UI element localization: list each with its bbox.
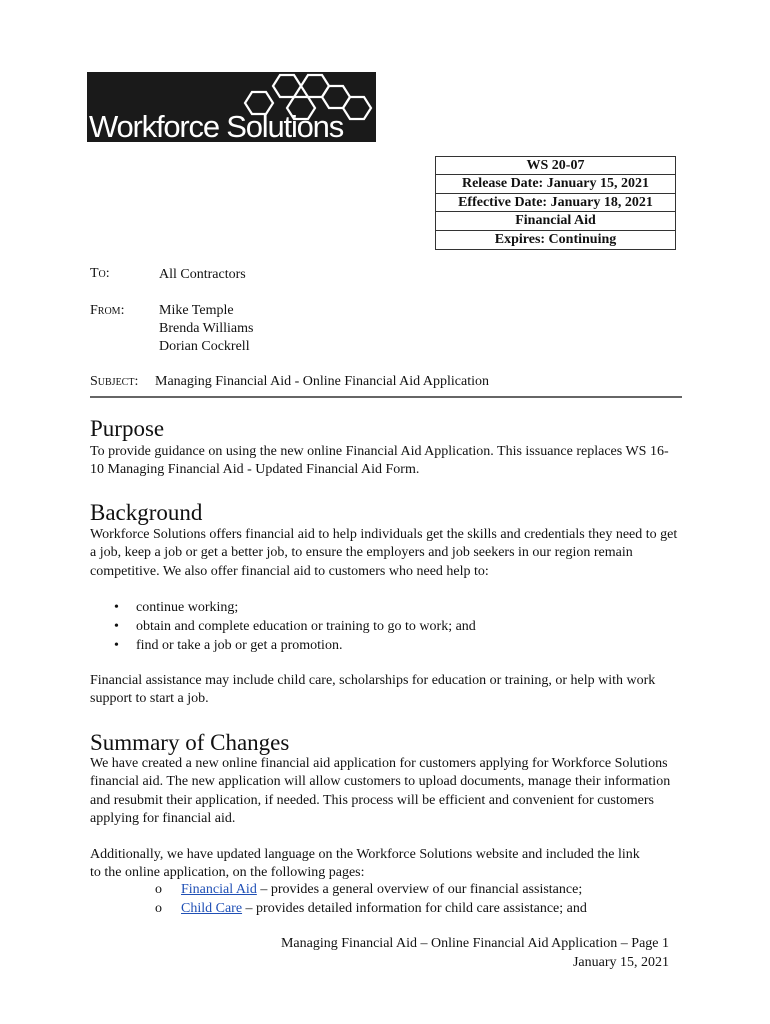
background-heading: Background (90, 500, 203, 525)
purpose-text: To provide guidance on using the new online Financial Aid Application. This issuance replaces WS 16-10 Managing Financial Aid - Updated Financial Aid Form. (90, 444, 669, 478)
category: Financial Aid (436, 212, 675, 230)
to-value: All Contractors (159, 267, 246, 282)
child-care-link[interactable]: Child Care (181, 901, 243, 916)
subject-value: Managing Financial Aid - Online Financial Aid Application (155, 374, 490, 389)
from-name: Mike Temple (159, 303, 234, 318)
bullet-marker: o (155, 882, 162, 897)
assistance-text: Financial assistance may include child care, scholarships for education or training, or help with work support to start a job. (90, 673, 656, 707)
from-name: Brenda Williams (159, 321, 254, 336)
purpose-heading: Purpose (90, 416, 165, 441)
effective-date: Effective Date: January 18, 2021 (436, 194, 675, 212)
subject-label: Subject: (90, 374, 139, 389)
changes-heading: Summary of Changes (90, 730, 290, 755)
list-item (155, 880, 587, 899)
to-label: To: (90, 266, 110, 281)
from-name: Dorian Cockrell (159, 339, 250, 354)
changes-text-2: Additionally, we have updated language on the Workforce Solutions website and included the link to the online application, on the following pages: (90, 847, 640, 881)
expires: Expires: Continuing (494, 231, 617, 247)
link-description: – provides detailed information for child care assistance; and (242, 901, 587, 916)
from-label: From: (90, 303, 125, 318)
needs-list (112, 598, 476, 655)
logo-text: Workforce Solutions (89, 109, 344, 144)
divider (90, 396, 682, 398)
issuance-info-box (435, 156, 676, 250)
list-item: • find or take a job or get a promotion. (112, 636, 476, 655)
release-date: Release Date: January 15, 2021 (436, 175, 675, 193)
background-text: Workforce Solutions offers financial aid to help individuals get the skills and credentials they need to get a job, keep a job or get a better job, to ensure the employers and job seekers in our region remain competitive. We also offer financial aid to customers who need help to: (90, 527, 678, 579)
issuance-number: WS 20-07 (436, 157, 675, 175)
changes-text: We have created a new online financial aid application for customers applying for Workforce Solutions financial aid. The new application will allow customers to upload documents, manage their information and resubmit their application, if needed. This process will be efficient and convenient for customers applying for financial aid. (90, 756, 671, 826)
footer-title: Managing Financial Aid – Online Financial Aid Application – Page 1 (280, 936, 669, 951)
page-footer (281, 934, 669, 972)
workforce-solutions-logo (87, 72, 376, 142)
page-links-list (155, 880, 587, 918)
link-description: – provides a general overview of our financial assistance; (256, 882, 583, 897)
list-item (155, 899, 587, 918)
bullet-marker: o (155, 901, 162, 916)
list-item: • continue working; (112, 598, 476, 617)
from-values (159, 302, 253, 356)
footer-date: January 15, 2021 (572, 955, 669, 970)
financial-aid-link[interactable]: Financial Aid (181, 882, 257, 897)
list-item: • obtain and complete education or training to go to work; and (112, 617, 476, 636)
